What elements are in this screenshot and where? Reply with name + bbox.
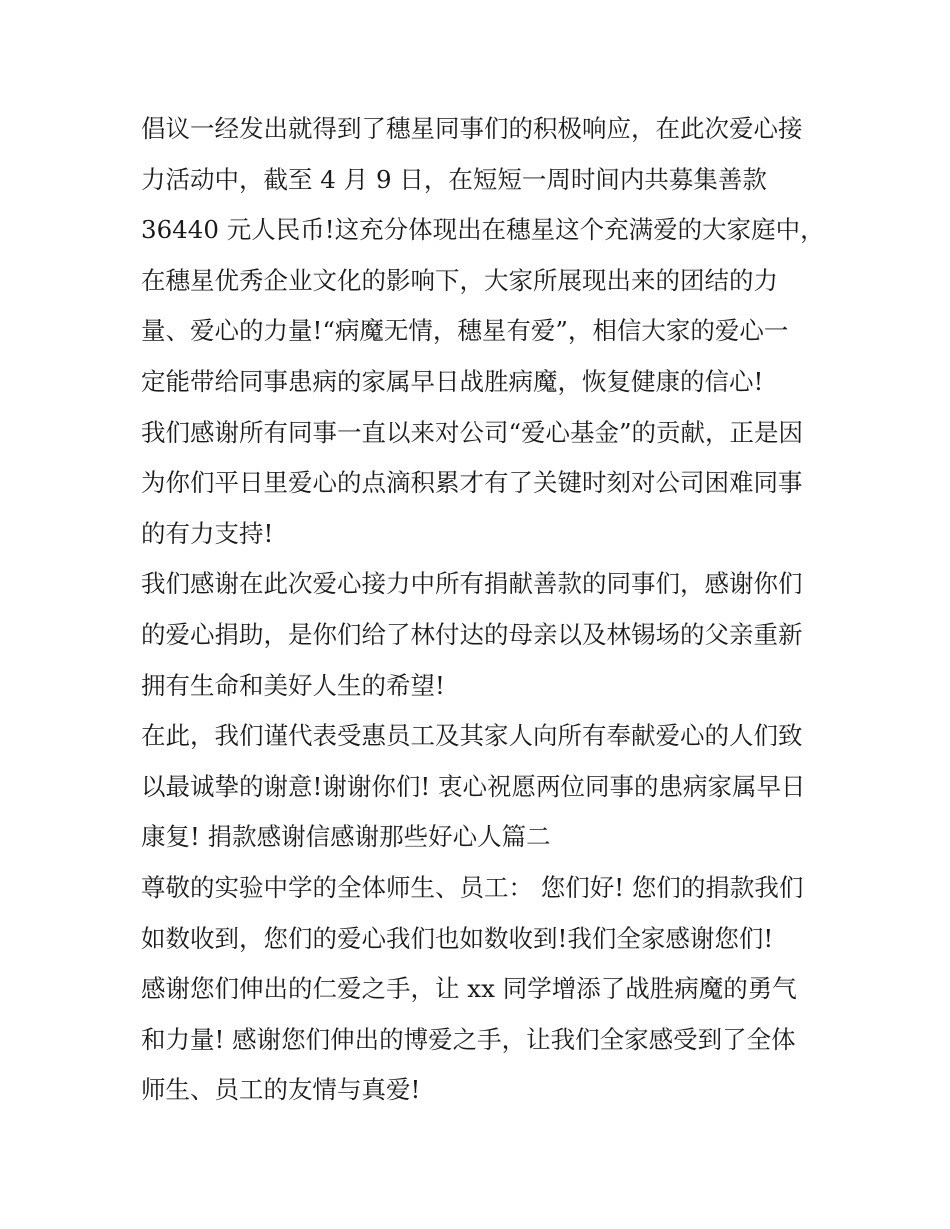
text-line-18: 感谢您们伸出的仁爱之手，让 xx 同学增添了战胜病魔的勇气 xyxy=(141,974,797,1004)
text-line-20: 师生、员工的友情与真爱! xyxy=(141,1075,421,1105)
text-line-14: 以最诚挚的谢意!谢谢你们! 衷心祝愿两位同事的患病家属早日 xyxy=(141,771,806,801)
text-line-12: 拥有生命和美好人生的希望! xyxy=(141,670,445,700)
text-line-11: 的爱心捐助，是你们给了林付达的母亲以及林锡场的父亲重新 xyxy=(141,619,803,649)
text-line-1: 倡议一经发出就得到了穗星同事们的积极响应，在此次爱心接 xyxy=(141,114,803,143)
text-line-8: 为你们平日里爱心的点滴积累才有了关键时刻对公司困难同事 xyxy=(141,468,803,498)
text-line-16: 尊敬的实验中学的全体师生、员工： 您们好! 您们的捐款我们 xyxy=(141,872,804,902)
text-line-19: 和力量! 感谢您们伸出的博爱之手，让我们全家感受到了全体 xyxy=(141,1024,796,1054)
text-line-17: 如数收到，您们的爱心我们也如数收到!我们全家感谢您们! xyxy=(141,923,774,953)
text-line-6: 定能带给同事患病的家属早日战胜病魔，恢复健康的信心! xyxy=(141,366,764,396)
text-line-15: 康复! 捐款感谢信感谢那些好心人篇二 xyxy=(141,822,551,852)
body-text xyxy=(141,104,825,1116)
text-line-2: 力活动中，截至 4 月 9 日，在短短一周时间内共募集善款 xyxy=(141,164,767,194)
text-line-9: 的有力支持! xyxy=(141,518,274,548)
text-line-7: 我们感谢所有同事一直以来对公司“爱心基金”的贡献，正是因 xyxy=(141,417,804,447)
text-line-3: 36440 元人民币!这充分体现出在穗星这个充满爱的大家庭中， xyxy=(141,215,825,245)
text-line-4: 在穗星优秀企业文化的影响下，大家所展现出来的团结的力 xyxy=(141,265,778,295)
text-line-5: 量、爱心的力量!“病魔无情，穗星有爱”，相信大家的爱心一 xyxy=(141,316,789,346)
text-line-10: 我们感谢在此次爱心接力中所有捐献善款的同事们，感谢你们 xyxy=(141,569,803,599)
text-line-13: 在此，我们谨代表受惠员工及其家人向所有奉献爱心的人们致 xyxy=(141,721,803,751)
